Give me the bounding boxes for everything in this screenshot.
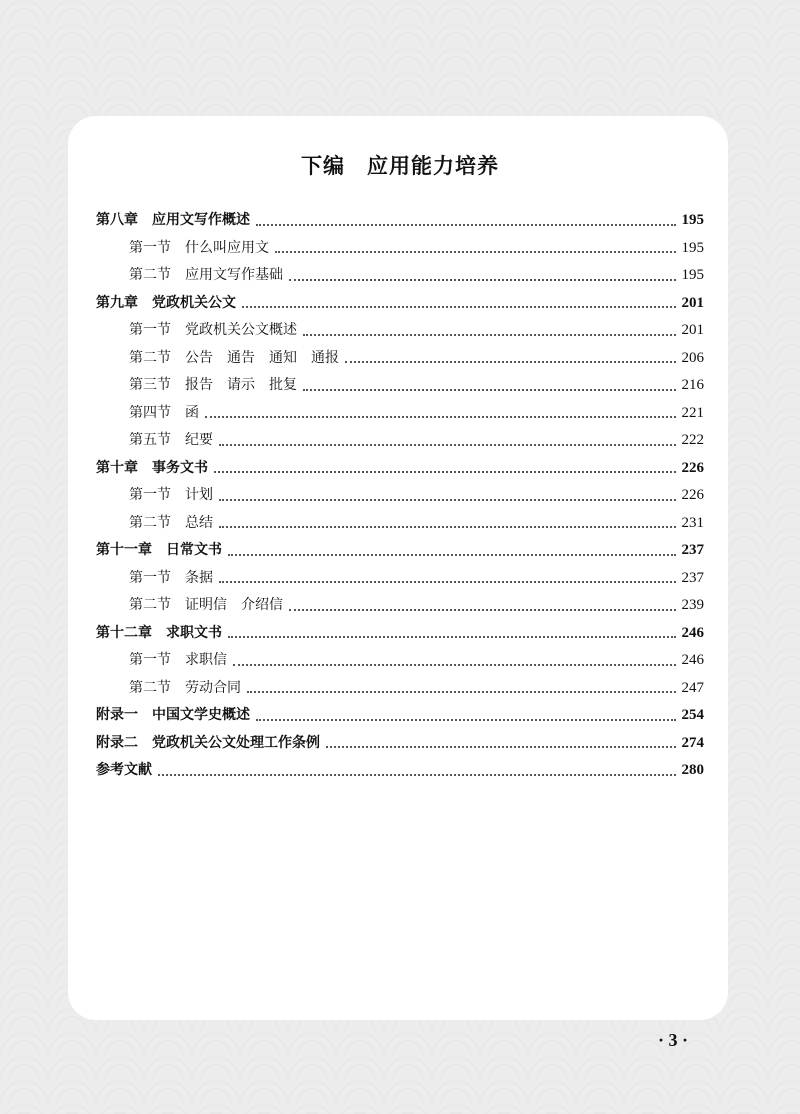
- dot-leader: [228, 554, 676, 556]
- dot-leader: [247, 691, 676, 693]
- toc-entry-title: 第十一章 日常文书: [96, 542, 222, 558]
- dot-leader: [205, 416, 676, 418]
- toc-section-entry[interactable]: [96, 565, 704, 593]
- toc-entry-page: 231: [681, 514, 704, 531]
- toc-chapter-entry[interactable]: [96, 290, 704, 318]
- toc-section-entry[interactable]: [96, 400, 704, 428]
- dot-leader: [219, 526, 676, 528]
- dot-leader: [228, 636, 676, 638]
- toc-entry-page: 201: [681, 294, 704, 311]
- toc-entry-title: 第一节 条据: [129, 569, 213, 586]
- dot-leader: [219, 444, 676, 446]
- page-number: · 3 ·: [657, 1030, 688, 1050]
- toc-entry-title: 参考文献: [96, 762, 152, 778]
- toc-chapter-entry[interactable]: [96, 207, 704, 235]
- toc-entry-title: 第五节 纪要: [129, 432, 213, 448]
- toc-entry-title: 第十二章 求职文书: [96, 624, 222, 641]
- dot-leader: [219, 581, 676, 583]
- toc-entry-title: 第一节 什么叫应用文: [129, 239, 269, 256]
- dot-leader: [303, 334, 676, 336]
- dot-leader: [256, 224, 676, 226]
- toc-section-entry[interactable]: [96, 592, 704, 620]
- toc-entry-title: 第二节 劳动合同: [129, 679, 241, 696]
- toc-entry-page: 237: [681, 569, 704, 586]
- toc-entry-page: 226: [681, 459, 704, 476]
- toc-entry-title: 第三节 报告 请示 批复: [129, 377, 297, 393]
- toc-chapter-entry[interactable]: [96, 537, 704, 565]
- toc-entry-title: 第二节 总结: [129, 514, 213, 531]
- table-of-contents: [96, 207, 704, 785]
- dot-leader: [303, 389, 676, 391]
- dot-leader: [289, 609, 676, 611]
- dot-leader: [214, 471, 676, 473]
- toc-entry-title: 第四节 函: [129, 404, 199, 421]
- dot-leader: [158, 774, 676, 776]
- toc-entry-page: 239: [681, 597, 704, 613]
- toc-entry-title: 第九章 党政机关公文: [96, 294, 236, 311]
- toc-entry-page: 201: [681, 322, 704, 338]
- toc-entry-page: 206: [681, 349, 704, 366]
- toc-entry-page: 254: [681, 707, 704, 723]
- toc-entry-page: 195: [681, 212, 704, 228]
- toc-section-entry[interactable]: [96, 235, 704, 263]
- dot-leader: [326, 746, 676, 748]
- toc-entry-title: 第十章 事务文书: [96, 459, 208, 476]
- dot-leader: [256, 719, 676, 721]
- toc-section-entry[interactable]: [96, 262, 704, 290]
- toc-entry-title: 第一节 计划: [129, 487, 213, 503]
- toc-chapter-entry[interactable]: [96, 620, 704, 648]
- toc-entry-page: 274: [681, 734, 704, 751]
- toc-entry-page: 216: [681, 377, 704, 393]
- toc-section-entry[interactable]: [96, 345, 704, 373]
- part-title: 下编 应用能力培养: [301, 154, 499, 178]
- toc-entry-title: 第八章 应用文写作概述: [96, 212, 250, 228]
- toc-section-entry[interactable]: [96, 372, 704, 400]
- toc-entry-title: 附录一 中国文学史概述: [96, 707, 250, 723]
- toc-section-entry[interactable]: [96, 510, 704, 538]
- toc-entry-title: 第一节 求职信: [129, 652, 227, 668]
- toc-entry-page: 237: [681, 542, 704, 558]
- toc-entry-page: 195: [681, 239, 704, 256]
- toc-entry-title: 第一节 党政机关公文概述: [129, 322, 297, 338]
- toc-section-entry[interactable]: [96, 647, 704, 675]
- dot-leader: [289, 279, 676, 281]
- dot-leader: [242, 306, 676, 308]
- toc-chapter-entry[interactable]: [96, 702, 704, 730]
- dot-leader: [219, 499, 676, 501]
- toc-entry-page: 221: [681, 404, 704, 421]
- toc-entry-page: 195: [681, 267, 704, 283]
- dot-leader: [233, 664, 676, 666]
- toc-chapter-entry[interactable]: [96, 757, 704, 785]
- toc-section-entry[interactable]: [96, 675, 704, 703]
- toc-entry-page: 246: [681, 652, 704, 668]
- toc-entry-page: 246: [681, 624, 704, 641]
- toc-entry-page: 222: [681, 432, 704, 448]
- toc-section-entry[interactable]: [96, 317, 704, 345]
- toc-entry-title: 第二节 应用文写作基础: [129, 267, 283, 283]
- toc-entry-title: 附录二 党政机关公文处理工作条例: [96, 734, 320, 751]
- toc-section-entry[interactable]: [96, 482, 704, 510]
- toc-section-entry[interactable]: [96, 427, 704, 455]
- toc-entry-page: 247: [681, 679, 704, 696]
- toc-entry-title: 第二节 公告 通告 通知 通报: [129, 349, 339, 366]
- toc-chapter-entry[interactable]: [96, 730, 704, 758]
- dot-leader: [275, 251, 676, 253]
- toc-chapter-entry[interactable]: [96, 455, 704, 483]
- toc-entry-page: 226: [681, 487, 704, 503]
- toc-entry-page: 280: [681, 762, 704, 778]
- dot-leader: [345, 361, 676, 363]
- toc-entry-title: 第二节 证明信 介绍信: [129, 597, 283, 613]
